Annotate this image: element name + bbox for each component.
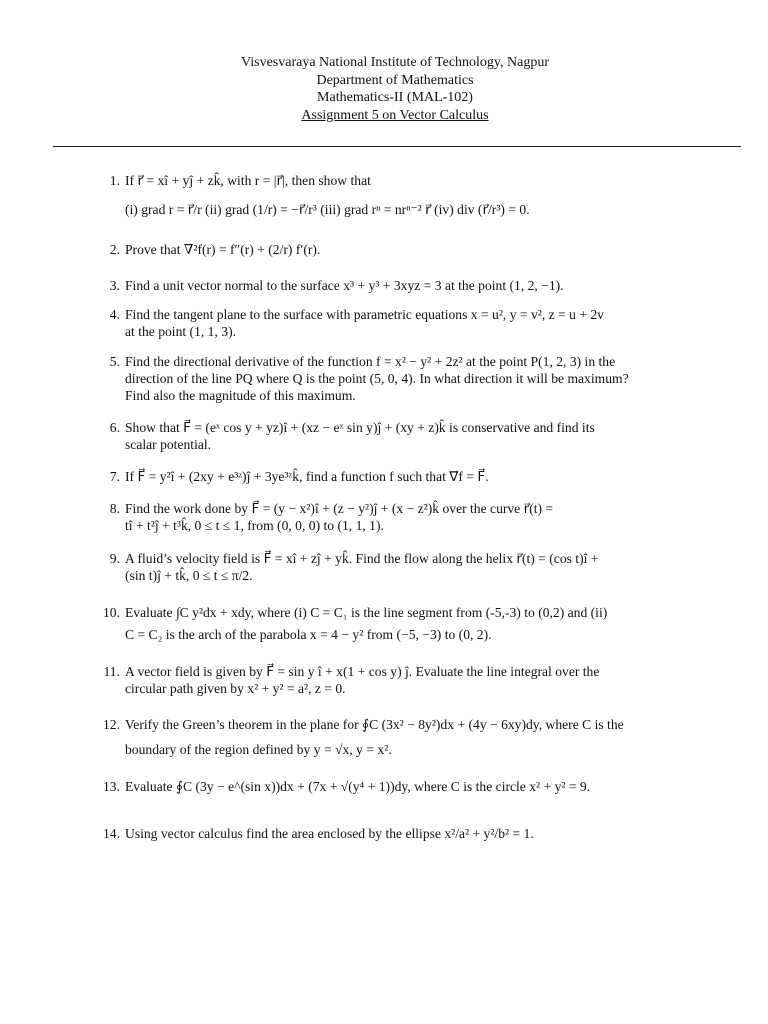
course-name: Mathematics-II (MAL-102) — [317, 90, 473, 105]
department-name: Department of Mathematics — [316, 72, 474, 88]
institute-name: Visvesvaraya National Institute of Technology, Nagpur — [240, 55, 550, 70]
problem-number: 12. — [103, 717, 120, 732]
problem-text-line: circular path given by x² + y² = a², z = 0. — [125, 681, 346, 696]
problem-text-line: A vector field is given by F⃗ = sin y î + x(1 + cos y) ĵ. Evaluate the line integral over the — [125, 664, 600, 679]
problem-number: 3. — [109, 278, 120, 293]
problem-text-line: Find the tangent plane to the surface with parametric equations x = u², y = v², z = u + 2v — [125, 307, 604, 322]
problem-text-line: Find a unit vector normal to the surface x³ + y³ + 3xyz = 3 at the point (1, 2, −1). — [125, 278, 564, 293]
assignment-title: Assignment 5 on Vector Calculus — [301, 107, 489, 123]
problem-text-line: scalar potential. — [125, 437, 212, 452]
problem-text-line: Find also the magnitude of this maximum. — [125, 388, 356, 403]
problem-text-line: Verify the Green’s theorem in the plane for ∮C (3x² − 8y²)dx + (4y − 6xy)dy, where C is the — [125, 717, 624, 732]
problem-text-line: If r⃗ = xî + yĵ + zk̂, with r = |r⃗|, then show that — [125, 173, 371, 188]
problem-number: 1. — [109, 173, 120, 188]
problem-text-line: at the point (1, 1, 3). — [125, 324, 236, 339]
problem-text-line: A fluid’s velocity field is F⃗ = xî + zĵ + yk̂. Find the flow along the helix r⃗(t) = (cos t)î + — [125, 551, 599, 566]
problem-number: 14. — [103, 826, 120, 841]
problem-number: 8. — [109, 501, 120, 516]
problem-number: 9. — [109, 551, 120, 566]
problem-number: 6. — [109, 420, 120, 435]
problem-text-line: If F⃗ = y²î + (2xy + e³ᶻ)ĵ + 3ye³ᶻk̂, find a function f such that ∇⃗f = F⃗. — [125, 469, 489, 484]
problem-text-line: Evaluate ∮C (3y − e^(sin x))dx + (7x + √(y⁴ + 1))dy, where C is the circle x² + y² = 9. — [125, 779, 591, 794]
problem-text-line: (sin t)ĵ + tk̂, 0 ≤ t ≤ π/2. — [125, 568, 253, 583]
problem-text-line: boundary of the region defined by y = √x, y = x². — [125, 742, 392, 757]
problem-text-line: Prove that ∇²f(r) = f″(r) + (2/r) f′(r). — [125, 242, 321, 257]
problem-text-line: Show that F⃗ = (eˣ cos y + yz)î + (xz − eˣ sin y)ĵ + (xy + z)k̂ is conservative and find its — [125, 420, 595, 435]
problem-number: 2. — [109, 242, 120, 257]
problem-text-line: direction of the line PQ where Q is the point (5, 0, 4). In what direction it will be maximum? — [125, 371, 629, 386]
problem-text-line: (i) grad r = r⃗/r (ii) grad (1/r) = −r⃗/r³ (iii) grad rⁿ = nrⁿ⁻² r⃗ (iv) div (r⃗/r³) = 0. — [125, 202, 530, 217]
problem-number: 10. — [103, 605, 120, 620]
problem-number: 4. — [109, 307, 120, 322]
problem-text-line: Find the directional derivative of the function f = x² − y² + 2z² at the point P(1, 2, 3) in the — [125, 354, 616, 369]
header-divider — [53, 146, 741, 147]
problem-text-line: tî + t²ĵ + t³k̂, 0 ≤ t ≤ 1, from (0, 0, 0) to (1, 1, 1). — [125, 518, 384, 533]
problem-text-line: Evaluate ∫C y²dx + xdy, where (i) C = C₁ is the line segment from (-5,-3) to (0,2) and (ii) — [125, 605, 608, 620]
problem-number: 5. — [109, 354, 120, 369]
problem-number: 7. — [109, 469, 120, 484]
problem-text-line: Using vector calculus find the area enclosed by the ellipse x²/a² + y²/b² = 1. — [125, 826, 534, 841]
problem-number: 13. — [103, 779, 120, 794]
problem-text-line: C = C₂ is the arch of the parabola x = 4 − y² from (−5, −3) to (0, 2). — [125, 627, 492, 642]
document-header — [0, 54, 768, 124]
problem-number: 11. — [103, 664, 120, 679]
problem-text-line: Find the work done by F⃗ = (y − x²)î + (z − y²)ĵ + (x − z²)k̂ over the curve r⃗(t) = — [125, 501, 554, 516]
